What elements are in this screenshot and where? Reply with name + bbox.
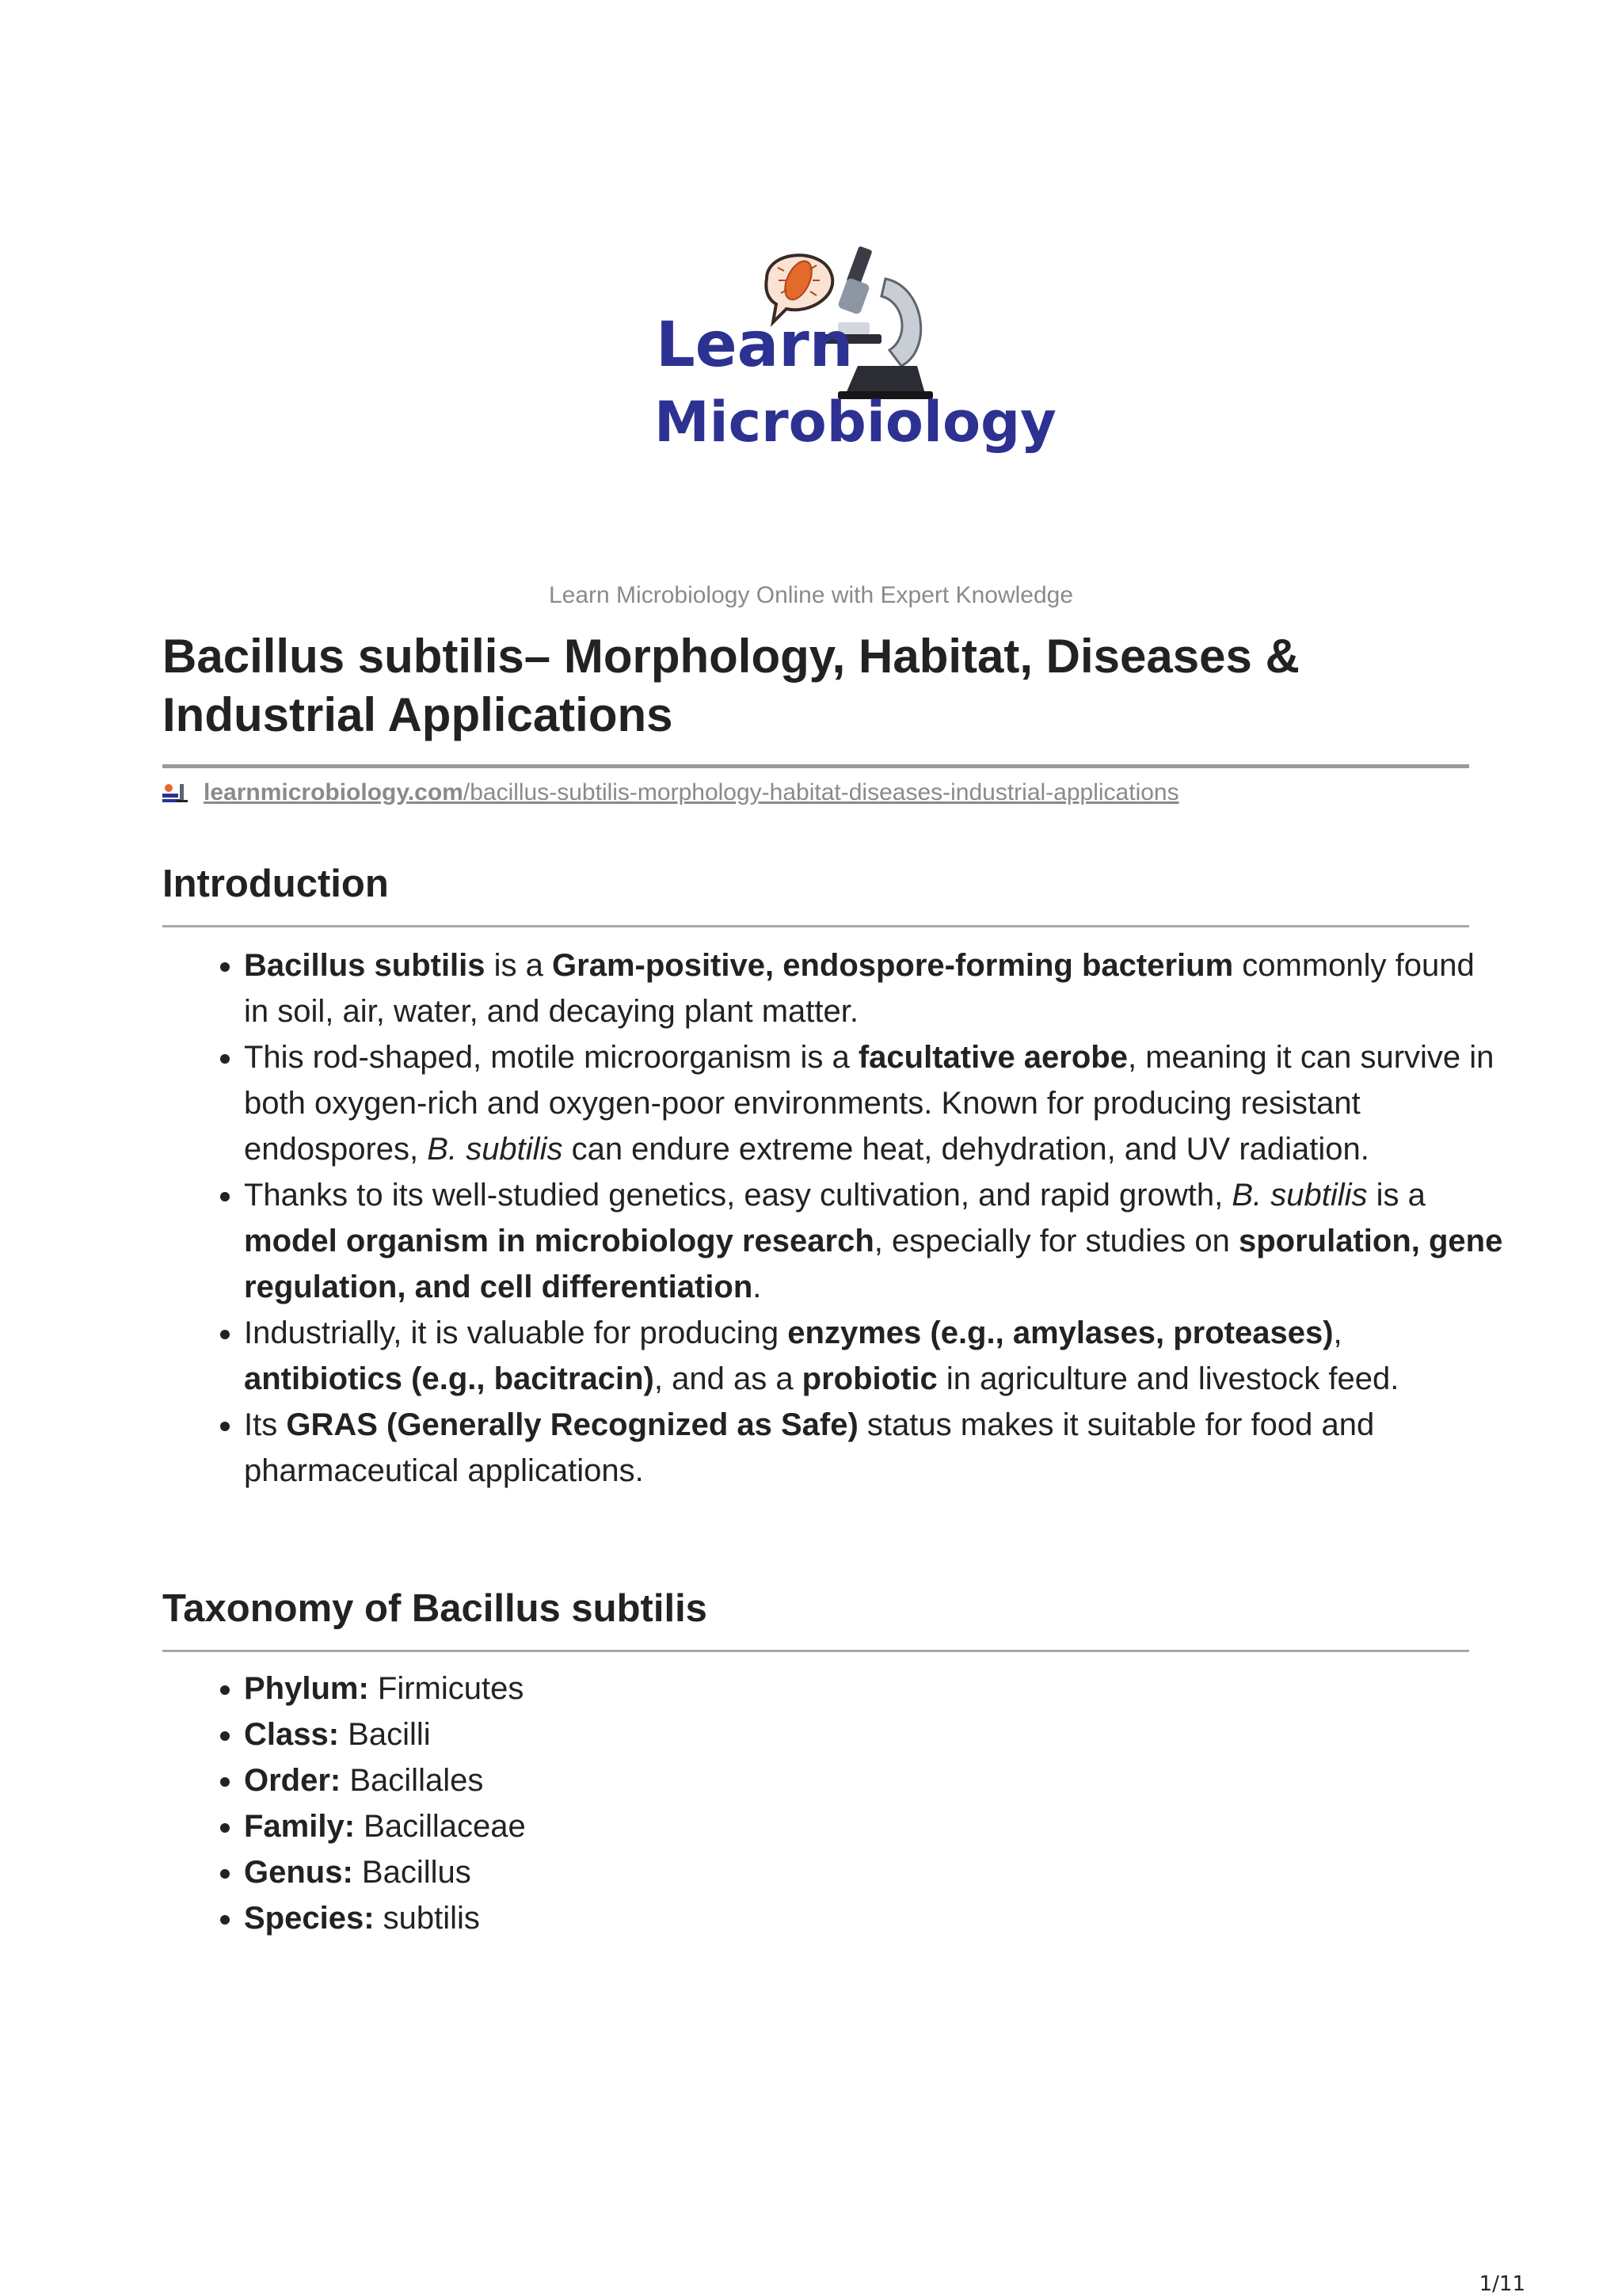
page-title: Bacillus subtilis– Morphology, Habitat, Diseases & Industrial Applications <box>162 630 1300 741</box>
list-item: • Genus: Bacillus <box>244 1849 1503 1895</box>
section-heading-taxonomy: Taxonomy of Bacillus subtilis <box>162 1587 707 1630</box>
learn-microbiology-logo <box>648 247 1057 485</box>
list-item: • Bacillus subtilis is a Gram-positive, endospore-forming bacterium commonly found in soil, air, water, and decaying plant matter. <box>244 942 1503 1034</box>
introduction-divider <box>162 925 1469 927</box>
taxonomy-list <box>212 1666 1503 1941</box>
list-item: • Industrially, it is valuable for producing enzymes (e.g., amylases, proteases), antibiotics (e.g., bacitracin), and as a probiotic in agriculture and livestock feed. <box>244 1310 1503 1402</box>
list-item: • Species: subtilis <box>244 1895 1503 1941</box>
section-heading-introduction: Introduction <box>162 862 389 905</box>
site-favicon-icon <box>162 782 189 803</box>
list-item: • Family: Bacillaceae <box>244 1803 1503 1849</box>
list-item: • Thanks to its well-studied genetics, easy cultivation, and rapid growth, B. subtilis is a model organism in microbiology research, especially for studies on sporulation, gene regulation, and cell differentiation. <box>244 1172 1503 1310</box>
source-path[interactable]: /bacillus-subtilis-morphology-habitat-diseases-industrial-applications <box>463 779 1179 805</box>
site-tagline: Learn Microbiology Online with Expert Knowledge <box>548 582 1074 608</box>
source-url[interactable] <box>162 779 1179 806</box>
title-divider <box>162 764 1469 768</box>
list-item: • Order: Bacillales <box>244 1757 1503 1803</box>
introduction-list <box>212 942 1503 1494</box>
taxonomy-divider <box>162 1650 1469 1652</box>
list-item: • This rod-shaped, motile microorganism is a facultative aerobe, meaning it can survive in both oxygen-rich and oxygen-poor environments. Known for producing resistant endospores, B. subtilis can endure extreme heat, dehydration, and UV radiation. <box>244 1034 1503 1172</box>
logo-text-microbiology: Microbiology <box>654 390 1057 455</box>
list-item: • Class: Bacilli <box>244 1712 1503 1757</box>
list-item: • Its GRAS (Generally Recognized as Safe) status makes it suitable for food and pharmaceutical applications. <box>244 1402 1503 1494</box>
list-item: • Phylum: Firmicutes <box>244 1666 1503 1712</box>
page-number: 1/11 <box>1479 2272 1525 2296</box>
logo-text-learn: Learn <box>656 310 854 381</box>
source-domain[interactable]: learnmicrobiology.com <box>204 779 463 805</box>
